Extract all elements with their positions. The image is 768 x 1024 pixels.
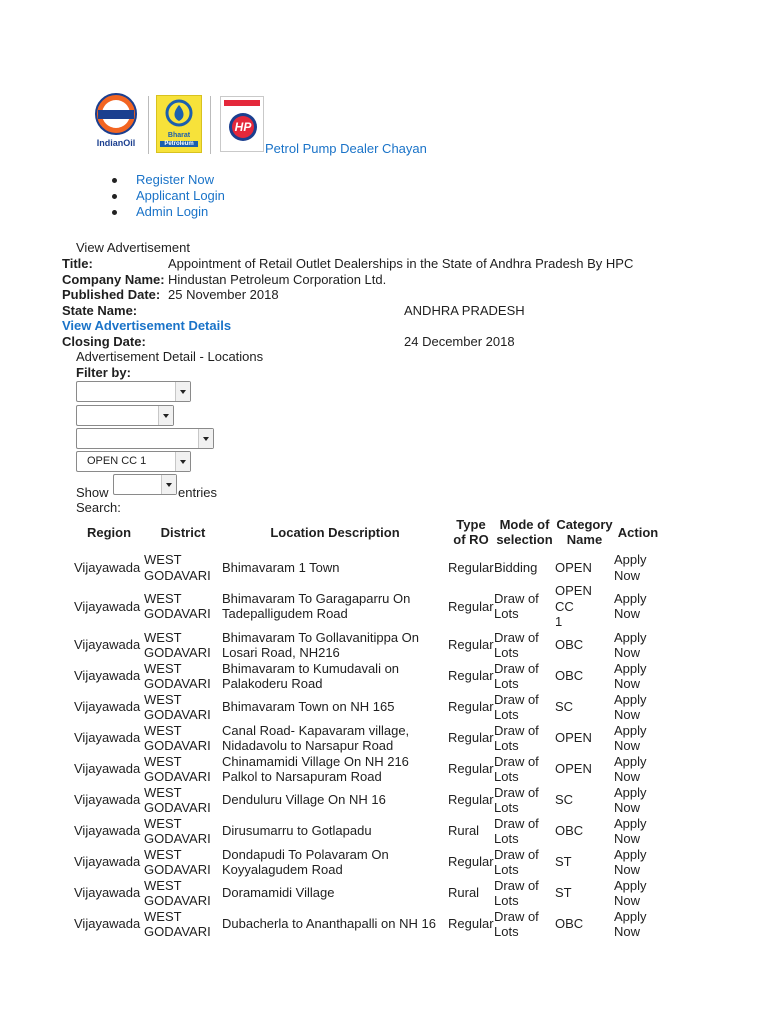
apply-now-link[interactable]: Apply Now (614, 753, 647, 784)
table-row (74, 785, 662, 816)
cell-location: Chinamamidi Village On NH 216 Palkol to Narsapuram Road (222, 753, 409, 784)
published-label: Published Date: (62, 287, 161, 302)
apply-now-link[interactable]: Apply Now (614, 784, 647, 815)
cell-category: OPEN (555, 559, 592, 575)
cell-location: Canal Road- Kapavaram village, Nidadavolu to Narsapur Road (222, 722, 410, 753)
logo-divider (148, 96, 149, 154)
cell-type: Regular (448, 916, 494, 932)
cell-category: ST (555, 854, 572, 870)
hp-logo (220, 96, 264, 152)
cell-region: Vijayawada (74, 916, 141, 932)
top-nav (110, 172, 225, 220)
cell-location: Denduluru Village On NH 16 (222, 792, 386, 808)
apply-now-link[interactable]: Apply Now (614, 629, 647, 660)
bharat-wordmark-line1: Bharat (167, 132, 191, 139)
cell-district: WEST GODAVARI (144, 753, 211, 784)
cell-district: WEST GODAVARI (144, 660, 211, 691)
cell-category: OBC (555, 668, 584, 684)
cell-category: OBC (555, 916, 584, 932)
cell-district: WEST GODAVARI (144, 784, 211, 815)
cell-mode: Draw of Lots (494, 815, 539, 846)
table-row (74, 847, 662, 878)
published-value: 25 November 2018 (168, 287, 279, 302)
indianoil-emblem-icon (90, 92, 142, 136)
col-type-header[interactable]: Type of RO (453, 516, 489, 547)
hp-mark: HP (234, 120, 252, 134)
company-value: Hindustan Petroleum Corporation Ltd. (168, 272, 387, 287)
closing-value: 24 December 2018 (404, 334, 515, 349)
bharat-petroleum-emblem-icon (157, 98, 201, 132)
search-label: Search: (76, 500, 121, 515)
apply-now-link[interactable]: Apply Now (614, 877, 647, 908)
apply-now-link[interactable]: Apply Now (614, 691, 647, 722)
cell-district: WEST GODAVARI (144, 552, 211, 583)
table-header-row (74, 512, 662, 552)
table-row (74, 909, 662, 940)
cell-type: Regular (448, 559, 494, 575)
title-value: Appointment of Retail Outlet Dealerships in the State of Andhra Pradesh By HPC (168, 256, 634, 271)
chevron-down-icon (175, 452, 190, 471)
cell-type: Regular (448, 761, 494, 777)
table-row (74, 552, 662, 583)
cell-mode: Draw of Lots (494, 590, 539, 622)
locations-table (74, 512, 662, 940)
indianoil-wordmark: IndianOil (96, 138, 136, 148)
cell-location: Dondapudi To Polavaram On Koyyalagudem Road (222, 846, 389, 877)
table-row (74, 878, 662, 909)
cell-location: Bhimavaram To Garagaparru On Tadepalligudem Road (222, 590, 411, 622)
col-district-header[interactable]: District (160, 524, 206, 540)
view-advertisement-details-link[interactable]: View Advertisement Details (62, 318, 232, 333)
cell-location: Bhimavaram to Kumudavali on Palakoderu Road (222, 660, 400, 691)
table-row (74, 816, 662, 847)
filter-region-select[interactable] (76, 381, 191, 402)
cell-location: Dubacherla to Ananthapalli on NH 16 (222, 916, 436, 932)
cell-category: OPEN (555, 730, 592, 746)
col-region-header[interactable]: Region (86, 524, 132, 540)
cell-category: OPEN (555, 761, 592, 777)
cell-district: WEST GODAVARI (144, 691, 211, 722)
cell-mode: Draw of Lots (494, 722, 539, 753)
apply-now-link[interactable]: Apply Now (614, 815, 647, 846)
filter-category-select[interactable] (76, 451, 191, 472)
company-label: Company Name: (62, 272, 165, 287)
cell-type: Regular (448, 598, 494, 614)
nav-applicant-login[interactable]: Applicant Login (110, 188, 225, 204)
cell-mode: Draw of Lots (494, 877, 539, 908)
entries-per-page-select[interactable] (113, 474, 177, 495)
cell-district: WEST GODAVARI (144, 877, 211, 908)
cell-type: Regular (448, 730, 494, 746)
title-label: Title: (62, 256, 93, 271)
chevron-down-icon (198, 429, 213, 448)
col-action-header[interactable]: Action (617, 524, 659, 540)
apply-now-link[interactable]: Apply Now (614, 590, 647, 622)
col-mode-header[interactable]: Mode of selection (496, 516, 553, 547)
cell-region: Vijayawada (74, 792, 141, 808)
cell-district: WEST GODAVARI (144, 629, 211, 660)
cell-district: WEST GODAVARI (144, 908, 211, 939)
cell-region: Vijayawada (74, 699, 141, 715)
cell-region: Vijayawada (74, 885, 141, 901)
apply-now-link[interactable]: Apply Now (614, 908, 647, 939)
cell-location: Bhimavaram 1 Town (222, 559, 340, 575)
cell-district: WEST GODAVARI (144, 590, 211, 622)
col-location-header[interactable]: Location Description (270, 524, 400, 540)
cell-type: Regular (448, 699, 494, 715)
cell-location: Doramamidi Village (222, 885, 335, 901)
filter-district-select[interactable] (76, 405, 174, 426)
cell-mode: Draw of Lots (494, 753, 539, 784)
cell-region: Vijayawada (74, 761, 141, 777)
col-category-header[interactable]: Category Name (556, 516, 613, 547)
cell-category: ST (555, 885, 572, 901)
table-row (74, 692, 662, 723)
filter-category-value: OPEN CC 1 (87, 455, 147, 467)
cell-category: OBC (555, 637, 584, 653)
cell-region: Vijayawada (74, 823, 141, 839)
cell-mode: Draw of Lots (494, 846, 539, 877)
apply-now-link[interactable]: Apply Now (614, 660, 647, 691)
cell-mode: Draw of Lots (494, 908, 539, 939)
cell-region: Vijayawada (74, 730, 141, 746)
apply-now-link[interactable]: Apply Now (614, 846, 647, 877)
chevron-down-icon (175, 382, 190, 401)
chevron-down-icon (158, 406, 173, 425)
cell-category: SC (555, 792, 574, 808)
locations-heading: Advertisement Detail - Locations (76, 349, 264, 364)
cell-category: OPEN CC 1 (555, 583, 592, 629)
cell-location: Bhimavaram Town on NH 165 (222, 699, 395, 715)
cell-district: WEST GODAVARI (144, 846, 211, 877)
nav-admin-login[interactable]: Admin Login (110, 204, 225, 220)
cell-region: Vijayawada (74, 668, 141, 684)
indianoil-logo (90, 92, 142, 154)
cell-type: Rural (448, 885, 480, 901)
closing-label: Closing Date: (62, 334, 146, 349)
filter-label: Filter by: (76, 365, 131, 380)
bharat-wordmark-line2: Petroleum (160, 141, 198, 147)
state-label: State Name: (62, 303, 138, 318)
cell-category: SC (555, 699, 574, 715)
view-advertisement-heading: View Advertisement (76, 240, 190, 255)
table-row (74, 661, 662, 692)
table-row (74, 583, 662, 630)
filter-type-select[interactable] (76, 428, 214, 449)
chevron-down-icon (161, 475, 176, 494)
cell-mode: Draw of Lots (494, 629, 539, 660)
cell-mode: Draw of Lots (494, 784, 539, 815)
logo-divider (210, 96, 211, 154)
bharat-petroleum-logo (156, 95, 202, 153)
cell-region: Vijayawada (74, 637, 141, 653)
cell-region: Vijayawada (74, 854, 141, 870)
cell-mode: Draw of Lots (494, 691, 539, 722)
table-row (74, 754, 662, 785)
cell-type: Regular (448, 854, 494, 870)
cell-mode: Draw of Lots (494, 660, 539, 691)
cell-district: WEST GODAVARI (144, 815, 211, 846)
cell-location: Bhimavaram To Gollavanitippa On Losari Road, NH216 (222, 629, 420, 660)
show-label: Show (76, 485, 109, 500)
nav-register-now[interactable]: Register Now (110, 172, 225, 188)
cell-region: Vijayawada (74, 559, 141, 575)
state-value: ANDHRA PRADESH (404, 303, 525, 318)
cell-type: Regular (448, 637, 494, 653)
apply-now-link[interactable]: Apply Now (614, 552, 647, 583)
cell-type: Regular (448, 668, 494, 684)
app-title-link[interactable]: Petrol Pump Dealer Chayan (265, 141, 427, 156)
entries-label: entries (178, 485, 218, 500)
cell-location: Dirusumarru to Gotlapadu (222, 823, 372, 839)
table-row (74, 630, 662, 661)
cell-mode: Bidding (494, 559, 538, 575)
cell-type: Rural (448, 823, 480, 839)
apply-now-link[interactable]: Apply Now (614, 722, 647, 753)
cell-district: WEST GODAVARI (144, 722, 211, 753)
table-row (74, 723, 662, 754)
cell-category: OBC (555, 823, 584, 839)
hp-hindi-strip (224, 100, 260, 106)
cell-region: Vijayawada (74, 598, 141, 614)
cell-type: Regular (448, 792, 494, 808)
